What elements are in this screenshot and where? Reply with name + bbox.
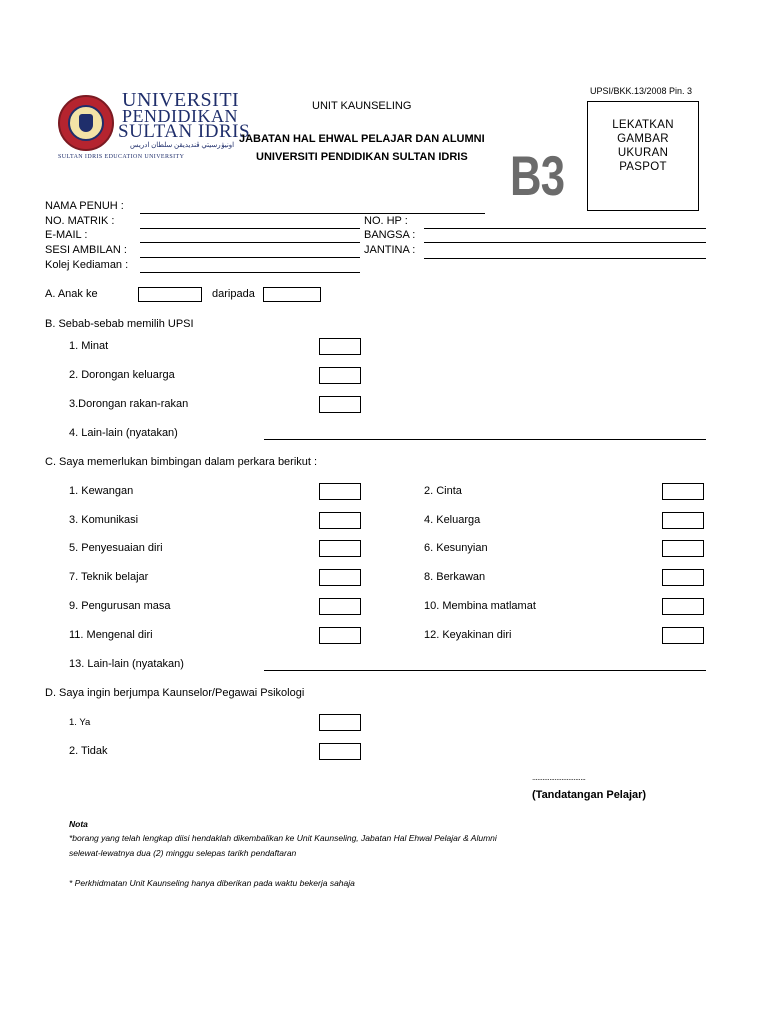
note-line3: * Perkhidmatan Unit Kaunseling hanya diberikan pada waktu bekerja sahaja — [69, 878, 355, 888]
reason-checkbox[interactable] — [319, 396, 361, 413]
guidance-item: 3. Komunikasi — [69, 514, 139, 526]
guidance-item: 4. Keluarga — [424, 514, 481, 526]
hp-label: NO. HP : — [364, 215, 408, 227]
guidance-item: 12. Keyakinan diri — [424, 629, 512, 641]
guidance-item: 7. Teknik belajar — [69, 571, 149, 583]
department-title: JABATAN HAL EHWAL PELAJAR DAN ALUMNI — [239, 133, 485, 145]
kolej-label: Kolej Kediaman : — [45, 259, 129, 271]
guidance-checkbox[interactable] — [662, 483, 704, 500]
guidance-other-label: 13. Lain-lain (nyatakan) — [69, 658, 184, 670]
logo-line3: SULTAN IDRIS — [118, 121, 251, 142]
guidance-item: 8. Berkawan — [424, 571, 486, 583]
logo-arabic: اونيۏرسيتي ڤنديديقن سلطان ادريس — [130, 141, 235, 149]
sesi-label: SESI AMBILAN : — [45, 244, 127, 256]
email-field[interactable] — [140, 242, 360, 243]
guidance-item: 2. Cinta — [424, 485, 462, 497]
guidance-checkbox[interactable] — [662, 627, 704, 644]
guidance-other-field[interactable] — [264, 670, 706, 671]
guidance-item: 1. Kewangan — [69, 485, 134, 497]
logo-line1: UNIVERSITI — [122, 89, 240, 111]
photo-box — [587, 101, 699, 211]
reason-item: 1. Minat — [69, 340, 109, 352]
guidance-checkbox[interactable] — [662, 540, 704, 557]
guidance-checkbox[interactable] — [662, 598, 704, 615]
guidance-checkbox[interactable] — [319, 540, 361, 557]
nama-field[interactable] — [140, 213, 485, 214]
photo-label-line3: UKURAN — [617, 147, 669, 159]
note-title: Nota — [69, 819, 88, 829]
guidance-item: 9. Pengurusan masa — [69, 600, 171, 612]
university-seal-icon — [58, 95, 114, 151]
reason-other-field[interactable] — [264, 439, 706, 440]
signature-line[interactable]: ............................... — [532, 773, 586, 782]
form-id: B3 — [510, 144, 565, 207]
guidance-item: 6. Kesunyian — [424, 542, 488, 554]
reason-checkbox[interactable] — [319, 338, 361, 355]
unit-title: UNIT KAUNSELING — [312, 100, 412, 112]
jantina-label: JANTINA : — [364, 244, 416, 256]
section-d-title: D. Saya ingin berjumpa Kaunselor/Pegawai Psikologi — [45, 687, 305, 699]
photo-label-line1: LEKATKAN — [612, 119, 674, 131]
photo-label-line4: PASPOT — [619, 161, 667, 173]
guidance-checkbox[interactable] — [319, 627, 361, 644]
meet-no-label: 2. Tidak — [69, 745, 108, 757]
guidance-checkbox[interactable] — [319, 512, 361, 529]
hp-field[interactable] — [424, 228, 706, 229]
daripada-box[interactable] — [263, 287, 321, 302]
reason-item: 3.Dorongan rakan-rakan — [69, 398, 189, 410]
bangsa-field[interactable] — [424, 242, 706, 243]
meet-no-checkbox[interactable] — [319, 743, 361, 760]
guidance-item: 5. Penyesuaian diri — [69, 542, 163, 554]
daripada-label: daripada — [212, 288, 255, 300]
anak-ke-label: A. Anak ke — [45, 288, 98, 300]
note-line1: *borang yang telah lengkap diisi hendaklah dikembalikan ke Unit Kaunseling, Jabatan Hal Ehwal Pelajar & Alumni — [69, 833, 497, 843]
logo-line2: PENDIDIKAN — [122, 106, 238, 126]
kolej-field[interactable] — [140, 272, 360, 273]
guidance-checkbox[interactable] — [319, 483, 361, 500]
signature-label: (Tandatangan Pelajar) — [532, 789, 647, 801]
meet-yes-checkbox[interactable] — [319, 714, 361, 731]
logo-subtitle: SULTAN IDRIS EDUCATION UNIVERSITY — [58, 154, 185, 160]
guidance-checkbox[interactable] — [319, 598, 361, 615]
guidance-item: 11. Mengenal diri — [69, 629, 153, 641]
email-label: E-MAIL : — [45, 229, 88, 241]
matrik-label: NO. MATRIK : — [45, 215, 115, 227]
section-c-title: C. Saya memerlukan bimbingan dalam perkara berikut : — [45, 456, 318, 468]
university-title: UNIVERSITI PENDIDIKAN SULTAN IDRIS — [256, 151, 468, 163]
matrik-field[interactable] — [140, 228, 360, 229]
meet-yes-label: 1. Ya — [69, 717, 91, 728]
sesi-field[interactable] — [140, 257, 360, 258]
bangsa-label: BANGSA : — [364, 229, 416, 241]
reason-item: 4. Lain-lain (nyatakan) — [69, 427, 178, 439]
jantina-field[interactable] — [424, 258, 706, 259]
reason-checkbox[interactable] — [319, 367, 361, 384]
reason-item: 2. Dorongan keluarga — [69, 369, 175, 381]
note-line2: selewat-lewatnya dua (2) minggu selepas tarikh pendaftaran — [69, 848, 297, 858]
guidance-item: 10. Membina matlamat — [424, 600, 536, 612]
section-b-title: B. Sebab-sebab memilih UPSI — [45, 318, 194, 330]
guidance-checkbox[interactable] — [662, 569, 704, 586]
guidance-checkbox[interactable] — [319, 569, 361, 586]
anak-ke-box[interactable] — [138, 287, 202, 302]
nama-label: NAMA PENUH : — [45, 200, 124, 212]
photo-label-line2: GAMBAR — [617, 133, 669, 145]
guidance-checkbox[interactable] — [662, 512, 704, 529]
form-code: UPSI/BKK.13/2008 Pin. 3 — [590, 86, 693, 96]
